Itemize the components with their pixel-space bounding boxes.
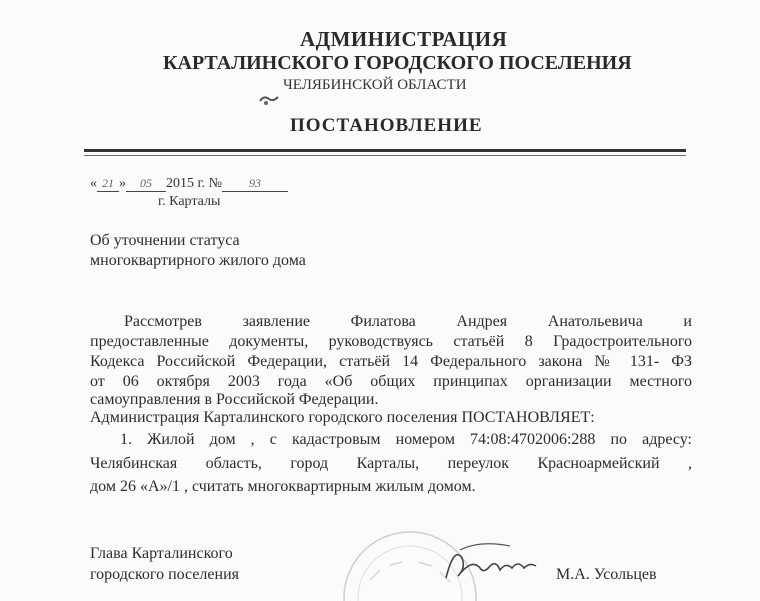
body-p1-line-4: от 06 октября 2003 года «Об общих принципах организации местного (90, 373, 692, 390)
document-type-title: ПОСТАНОВЛЕНИЕ (290, 115, 483, 136)
subject-line-2: многоквартирного жилого дома (90, 252, 306, 269)
handwritten-signature-image (440, 538, 550, 588)
header-rule-thick (84, 149, 686, 152)
body-resolves-line: Администрация Карталинского городского поселения ПОСТАНОВЛЯЕТ: (90, 409, 595, 426)
header-region: ЧЕЛЯБИНСКОЙ ОБЛАСТИ (283, 77, 467, 93)
body-p1-line-5: самоуправления в Российской Федерации. (90, 391, 379, 408)
header-rule-thin (84, 155, 686, 156)
signatory-title-line-1: Глава Карталинского (90, 545, 233, 562)
date-number-line (90, 176, 288, 192)
body-p1-line-3: Кодекса Российской Федерации, статьёй 14 Федерального закона № 131- ФЗ (90, 353, 692, 370)
body-p1-line-2: предоставленные документы, руководствуясь статьёй 8 Градостроительного (90, 333, 692, 350)
header-settlement: КАРТАЛИНСКОГО ГОРОДСКОГО ПОСЕЛЕНИЯ (163, 52, 632, 74)
header-administration: АДМИНИСТРАЦИЯ (300, 27, 508, 51)
body-p1-line-1: Рассмотрев заявление Филатова Андрея Анатольевича и (124, 313, 692, 330)
signatory-name: М.А. Усольцев (556, 566, 657, 583)
emblem-mark-icon (258, 93, 280, 109)
body-clause-1-line-3: дом 26 «А»/1 , считать многоквартирным жилым домом. (90, 478, 476, 495)
date-day: 21 (97, 176, 119, 192)
subject-line-1: Об уточнении статуса (90, 232, 240, 249)
place-of-issue: г. Карталы (158, 194, 221, 209)
date-year-text: 2015 г. № (166, 176, 223, 191)
body-clause-1-line-1: 1. Жилой дом , с кадастровым номером 74:08:4702006:288 по адресу: (120, 431, 692, 448)
date-month: 05 (126, 176, 166, 192)
signatory-title-line-2: городского поселения (90, 566, 239, 583)
document-number: 93 (222, 176, 288, 192)
date-open-quote: « (90, 176, 97, 191)
body-clause-1-line-2: Челябинская область, город Карталы, переулок Красноармейский , (90, 455, 692, 472)
date-close-quote: » (119, 176, 126, 191)
